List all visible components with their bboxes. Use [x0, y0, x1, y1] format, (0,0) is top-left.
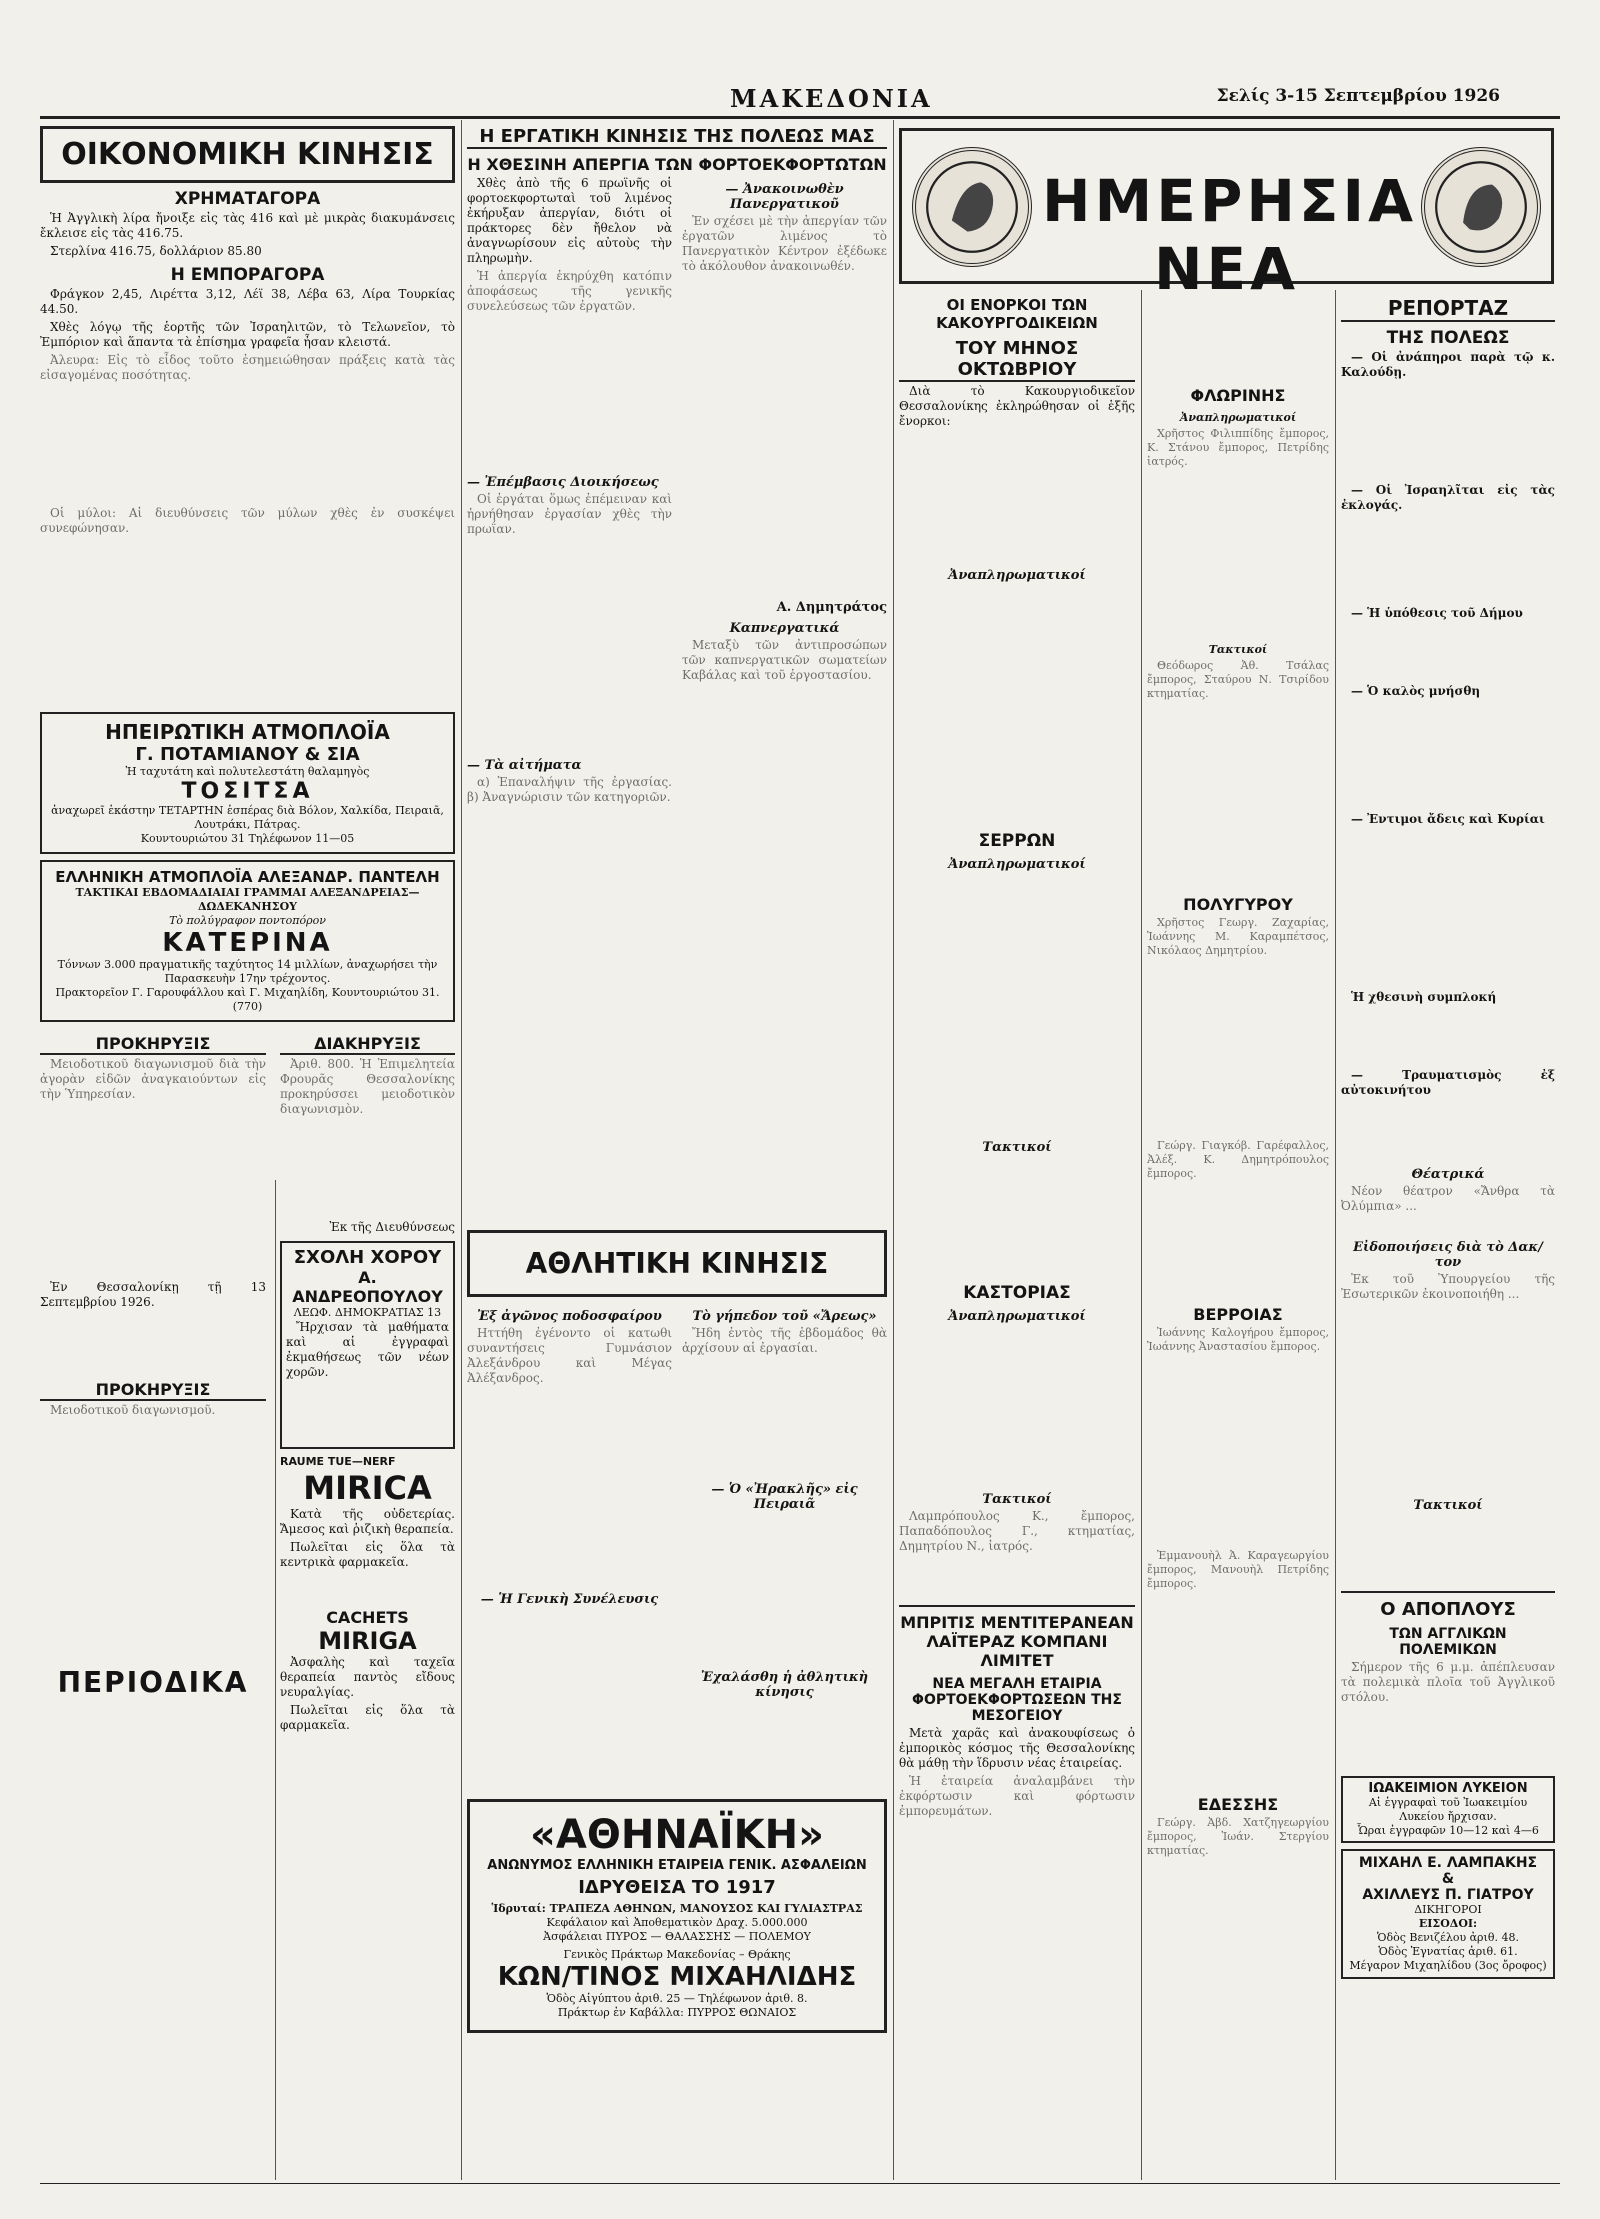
address-line: Ὁδὸς Ἐγνατίας ἀριθ. 61.	[1378, 1945, 1518, 1958]
ampersand: &	[1441, 1871, 1455, 1887]
ad-title: «ΑΘΗΝΑΪΚΗ»	[530, 1812, 824, 1858]
paragraph: Ἐν σχέσει μὲ τὴν ἀπεργίαν τῶν ἐργατῶν λιμένος τὸ Πανεργατικὸν Κέντρον ἐξέδωκε τὸ ἀκόλουθον ἀνακοινωθέν.	[682, 214, 887, 273]
paragraph: Μειοδοτικοῦ διαγωνισμοῦ.	[50, 1403, 216, 1417]
column-divider	[1141, 290, 1142, 2180]
mirica-title: MIRICA	[303, 1469, 432, 1507]
ad-dance-school	[280, 1241, 455, 1449]
paragraph: Ἀσφαλὴς καὶ ταχεῖα θεραπεία παντὸς εἴδους νευραλγίας.	[280, 1655, 455, 1699]
labour-article	[467, 176, 887, 1226]
daily-news-banner	[899, 128, 1554, 300]
article-right	[682, 176, 887, 1021]
paragraph: Χρῆστος Φιλιππίδης ἔμπορος, Κ. Στάνου ἔμπορος, Πετρίδης ἰατρός.	[1147, 427, 1329, 468]
section-heading: ΣΕΡΡΩΝ	[978, 831, 1056, 851]
entrances-label: ΕΙΣΟΔΟΙ:	[1418, 1917, 1478, 1930]
column-divider	[893, 120, 894, 2180]
paragraph: Οἱ μύλοι: Αἱ διευθύνσεις τῶν μύλων χθὲς ἐν συσκέψει συνεφώνησαν.	[40, 506, 455, 535]
reportage-sub: ΤΗΣ ΠΟΛΕΩΣ	[1386, 328, 1510, 348]
ad-ship-name: ΚΑΤΕΡΙΝΑ	[162, 928, 333, 958]
section-heading: ΒΕΡΡΟΙΑΣ	[1193, 1305, 1283, 1324]
subhead: Εἰδοποιήσεις διὰ τὸ Δακ/τον	[1353, 1240, 1543, 1270]
subhead: Τακτικοί	[1208, 643, 1268, 656]
section-heading: ΚΑΣΤΟΡΙΑΣ	[963, 1283, 1071, 1303]
headline: ΜΠΡΙΤΙΣ ΜΕΝΤΙΤΕΡΑΝΕΑΝ ΛΑΪΤΕΡΑΖ ΚΟΜΠΑΝΙ ΛΙΜΙΤΕΤ	[900, 1613, 1134, 1670]
subheadline: Η ΧΘΕΣΙΝΗ ΑΠΕΡΓΙΑ ΤΩΝ ΦΟΡΤΟΕΚΦΟΡΤΩΤΩΝ	[467, 155, 887, 174]
paragraph: Ἡ Ἀγγλικὴ λίρα ἤνοιξε εἰς τὰς 416 καὶ μὲ μικρὰς διακυμάνσεις ἔκλεισε εἰς τὰς 416.75.	[40, 211, 455, 240]
section-heading: ΦΛΩΡΙΝΗΣ	[1190, 386, 1286, 405]
section-heading: ΠΟΛΥΓΥΡΟΥ	[1183, 895, 1293, 914]
subhead: Καπνεργατικά	[729, 621, 840, 636]
subhead: Θέατρικά	[1411, 1167, 1485, 1182]
subhead: Τὸ γήπεδον τοῦ «Ἄρεως»	[692, 1309, 877, 1324]
ad-ship-name: ΤΟΣΙΤΣΑ	[181, 779, 314, 804]
ad-text: Τόννων 3.000 πραγματικῆς ταχύτητος 14 μιλλίων, ἀναχωρήσει τὴν Παρασκευὴν 17ην τρέχοντος.	[57, 958, 438, 985]
subhead: — Ἐπέμβασις Διοικήσεως	[467, 475, 659, 490]
paragraph: Ἤρχισαν τὰ μαθήματα καὶ αἱ ἐγγραφαὶ ἐκμαθήσεως τῶν νέων χορῶν.	[286, 1320, 449, 1379]
column-labour-sports	[467, 120, 887, 2195]
daily-news-title: ΗΜΕΡΗΣΙΑ ΝΕΑ	[1042, 167, 1418, 300]
sports-right	[682, 1303, 887, 1702]
lawyer-role: ΔΙΚΗΓΟΡΟΙ	[1414, 1903, 1482, 1916]
paragraph: Ἐκ τῆς Διευθύνσεως	[329, 1220, 455, 1234]
section-heading: ΧΡΗΜΑΤΑΓΟΡΑ	[174, 189, 321, 209]
lower-two-columns	[40, 1028, 455, 1868]
column-regional-jurors	[1147, 290, 1329, 2185]
ad-title: ΣΧΟΛΗ ΧΟΡΟΥ	[293, 1247, 442, 1268]
address-line: Μέγαρον Μιχαηλίδου (3ος ὄροφος)	[1349, 1959, 1547, 1972]
section-heading: Η ΕΜΠΟΡΑΓΟΡΑ	[170, 265, 325, 285]
address-line: Ὁδὸς Βενιζέλου ἀριθ. 48.	[1377, 1931, 1519, 1944]
paragraph: Ἐκ τοῦ Ὑπουργείου τῆς Ἐσωτερικῶν ἐκοινοποιήθη ...	[1341, 1272, 1555, 1301]
ad-year: ΙΔΡΥΘΕΙΣΑ ΤΟ 1917	[578, 1877, 776, 1898]
paragraph: Ἐν Θεσσαλονίκῃ τῇ 13 Σεπτεμβρίου 1926.	[40, 1280, 266, 1309]
subheadline: ΝΕΑ ΜΕΓΑΛΗ ΕΤΑΙΡΙΑ ΦΟΡΤΟΕΚΦΟΡΤΩΣΕΩΝ ΤΗΣ ΜΕΣΟΓΕΙΟΥ	[912, 1676, 1122, 1724]
column-jurors	[899, 290, 1135, 2185]
ad-title: ΗΠΕΙΡΩΤΙΚΗ ΑΤΜΟΠΛΟΪΑ	[105, 720, 390, 744]
ad-schedule: ἀναχωρεῖ ἑκάστην ΤΕΤΑΡΤΗΝ ἑσπέρας διὰ Βόλον, Χαλκίδα, Πειραιᾶ, Λουτράκι, Πάτρας.	[51, 804, 444, 831]
masthead-rule	[40, 116, 1560, 119]
subhead: Ἀναπληρωματικοί	[948, 568, 1086, 583]
subhead: Ἀναπληρωματικοί	[948, 857, 1086, 872]
alexander-coin-icon	[1421, 147, 1541, 267]
ad-name: Α. ΑΝΔΡΕΟΠΟΥΛΟΥ	[292, 1268, 443, 1306]
section-heading: ΠΡΟΚΗΡΥΞΙΣ	[40, 1034, 266, 1055]
ad-sub: Τὸ πολύγραφον ποντοπόρον	[169, 914, 326, 927]
paragraph: Κατὰ τῆς οὐδετερίας. Ἄμεσος καὶ ῥιζικὴ θεραπεία.	[280, 1507, 455, 1536]
ad-firm: Γ. ΠΟΤΑΜΙΑΝΟΥ & ΣΙΑ	[135, 744, 360, 765]
ad-address: Πρακτορεῖον Γ. Γαρουφάλλου καὶ Γ. Μιχαηλίδη, Κουντουριώτου 31. (770)	[55, 986, 440, 1013]
paragraph: — Οἱ ἀνάπηροι παρὰ τῷ κ. Καλούδῃ.	[1341, 350, 1555, 379]
paragraph: Σήμερον τῆς 6 μ.μ. ἀπέπλευσαν τὰ πολεμικὰ πλοῖα τοῦ Ἀγγλικοῦ στόλου.	[1341, 1660, 1555, 1704]
column-city-reporting	[1341, 290, 1555, 2185]
ad-capital: Κεφάλαιον καὶ Ἀποθεματικὸν Δραχ. 5.000.000	[546, 1916, 808, 1929]
ad-lawyers	[1341, 1849, 1555, 1979]
subhead: Ἀναπληρωματικοί	[948, 1309, 1086, 1324]
ad-office: Κουντουριώτου 31 Τηλέφωνον 11—05	[140, 832, 355, 845]
philip-coin-icon	[912, 147, 1032, 267]
subheadline: ΤΟΥ ΜΗΝΟΣ ΟΚΤΩΒΡΙΟΥ	[899, 338, 1135, 382]
reportage-banner: ΡΕΠΟΡΤΑΖ	[1341, 296, 1555, 322]
paragraph: Λαμπρόπουλος Κ., ἔμπορος, Παπαδόπουλος Γ., κτηματίας, Δημητρίου Ν., ἰατρός.	[899, 1509, 1135, 1553]
paragraph: Ἤδη ἐντὸς τῆς ἑβδομάδος θὰ ἀρχίσουν αἱ ἐργασίαι.	[682, 1326, 887, 1355]
paragraph: — Ὁ καλὸς μνήσθη	[1351, 684, 1481, 698]
ad-agent-label: Γενικὸς Πράκτωρ Μακεδονίας – Θράκης	[563, 1948, 791, 1961]
paragraph: Πωλεῖται εἰς ὅλα τὰ φαρμακεῖα.	[280, 1703, 455, 1732]
ad-kinds: Ἀσφάλειαι ΠΥΡΟΣ — ΘΑΛΑΣΣΗΣ — ΠΟΛΕΜΟΥ	[543, 1930, 811, 1943]
paragraph: Γεώργ. Γιαγκόβ. Γαρέφαλλος, Ἀλέξ. Κ. Δημητρόπουλος ἔμπορος.	[1147, 1139, 1329, 1180]
ad-address: Ὁδὸς Αἰγύπτου ἀριθ. 25 — Τηλέφωνον ἀριθ. 8.	[546, 1992, 808, 2005]
ad-text: Ἡ ταχυτάτη καὶ πολυτελεστάτη θαλαμηγὸς	[125, 765, 370, 778]
article-left	[467, 176, 672, 978]
signature: Α. Δημητράτος	[776, 600, 887, 615]
lower-left	[40, 1028, 266, 1699]
column-economy	[40, 120, 455, 2195]
mirica-header: RAUME TUE—NERF	[280, 1455, 396, 1468]
bottom-rule	[40, 2183, 1560, 2184]
lower-right	[280, 1028, 455, 1736]
paragraph: Μετὰ χαρᾶς καὶ ἀνακουφίσεως ὁ ἐμπορικὸς κόσμος τῆς Θεσσαλονίκης θὰ μάθῃ τὴν ἵδρυσιν νέας ἑταιρείας.	[899, 1726, 1135, 1770]
daily-news-header	[899, 120, 1554, 300]
paragraph: Χρῆστος Γεωργ. Ζαχαρίας, Ἰωάννης Μ. Καραμπέτσος, Νικόλαος Δημητρίου.	[1147, 916, 1329, 957]
ad-title: ΙΩΑΚΕΙΜΙΟΝ ΛΥΚΕΙΟΝ	[1368, 1781, 1528, 1796]
subheadline: ΤΩΝ ΑΓΓΛΙΚΩΝ ΠΟΛΕΜΙΚΩΝ	[1389, 1626, 1507, 1658]
economy-banner: ΟΙΚΟΝΟΜΙΚΗ ΚΙΝΗΣΙΣ	[40, 126, 455, 183]
ad-athinaiki-insurance	[467, 1799, 887, 2033]
paragraph: Ἰωάννης Καλογήρου ἔμπορος, Ἰωάννης Ἀναστασίου ἔμπορος.	[1147, 1326, 1329, 1353]
paragraph: — Τραυματισμὸς ἐξ αὐτοκινήτου	[1341, 1068, 1555, 1097]
ad-pantelis-shipping	[40, 860, 455, 1022]
paragraph: Ἐμμανουὴλ Ἀ. Καραγεωργίου ἔμπορος, Μανουὴλ Πετρίδης ἔμπορος.	[1147, 1549, 1329, 1590]
paragraph: Ἀριθ. 800. Ἡ Ἐπιμελητεία Φρουρᾶς Θεσσαλονίκης προκηρύσσει μειοδοτικὸν διαγωνισμὸν.	[280, 1057, 455, 1116]
masthead	[40, 84, 1560, 114]
paragraph: Μειοδοτικοῦ διαγωνισμοῦ διὰ τὴν ἀγορὰν εἰδῶν ἀναγκαιούντων εἰς τὴν Ὑπηρεσίαν.	[40, 1057, 266, 1101]
section-heading: ΠΡΟΚΗΡΥΞΙΣ	[40, 1380, 266, 1401]
ad-founders: Ἱδρυταί: ΤΡΑΠΕΖΑ ΑΘΗΝΩΝ, ΜΑΝΟΥΣΟΣ ΚΑΙ ΓΥΛΙΑΣΤΡΑΣ	[491, 1902, 863, 1915]
page-date: Σελίς 3-15 Σεπτεμβρίου 1926	[1216, 86, 1500, 106]
paragraph: Νέον θέατρον «Ἄνθρα τὰ Ὀλύμπια» ...	[1341, 1184, 1555, 1213]
ad-sub: ΑΝΩΝΥΜΟΣ ΕΛΛΗΝΙΚΗ ΕΤΑΙΡΕΙΑ ΓΕΝΙΚ. ΑΣΦΑΛΕΙΩΝ	[487, 1858, 867, 1873]
paragraph: Μεταξὺ τῶν ἀντιπροσώπων τῶν καπνεργατικῶν σωματείων Καβάλας καὶ τοῦ ἐργοστασίου.	[682, 638, 887, 682]
subhead: Τακτικοί	[1413, 1498, 1483, 1513]
paragraph: Ηττήθη ἐγένοντο οἱ κατωθι συναντήσεις Γυμνάσιον Ἀλεξάνδρου καὶ Μέγας Ἀλέξανδρος.	[467, 1326, 672, 1385]
paragraph: Χθὲς λόγῳ τῆς ἑορτῆς τῶν Ἰσραηλιτῶν, τὸ Τελωνεῖον, τὸ Ἐμπόριον καὶ ἅπαντα τὰ ἐπίσημα γραφεῖα ἦσαν κλειστά.	[40, 320, 455, 349]
paragraph: Ἡ ἑταιρεία ἀναλαμβάνει τὴν ἐκφόρτωσιν καὶ φόρτωσιν ἐμπορευμάτων.	[899, 1774, 1135, 1818]
ad-agent: ΚΩΝ/ΤΙΝΟΣ ΜΙΧΑΗΛΙΔΗΣ	[497, 1962, 857, 1992]
paragraph: Χθὲς ἀπὸ τῆς 6 πρωϊνῆς οἱ φορτοεκφορτωταὶ τοῦ λιμένος ἐκήρυξαν ἀπεργίαν, διότι οἱ πράκτορες δὲν ἤθελον νὰ ἀναγνωρίσουν εἰς αὐτοὺς τὴν πληρωμὴν.	[467, 176, 672, 265]
headline: Ο ΑΠΟΠΛΟΥΣ	[1380, 1599, 1516, 1620]
ad-kavala: Πράκτωρ ἐν Καβάλλα: ΠΥΡΡΟΣ ΘΩΝΑΙΟΣ	[557, 2006, 797, 2019]
ad-line: ΤΑΚΤΙΚΑΙ ΕΒΔΟΜΑΔΙΑΙΑΙ ΓΡΑΜΜΑΙ ΑΛΕΞΑΝΔΡΕΙΑΣ—ΔΩΔΕΚΑΝΗΣΟΥ	[75, 886, 420, 913]
section-heading: ΔΙΑΚΗΡΥΞΙΣ	[280, 1034, 455, 1055]
miriga-title: MIRIGA	[318, 1627, 417, 1655]
lawyer-name: ΜΙΧΑΗΛ Ε. ΛΑΜΠΑΚΗΣ	[1358, 1855, 1538, 1871]
column-divider	[461, 120, 462, 2180]
ad-title: ΕΛΛΗΝΙΚΗ ΑΤΜΟΠΛΟΪΑ ΑΛΕΞΑΝΔΡ. ΠΑΝΤΕΛΗ	[55, 868, 440, 886]
subhead: Ἐχαλάσθη ἡ ἀθλητικὴ κίνησις	[700, 1670, 869, 1700]
paragraph: — Οἱ Ἰσραηλῖται εἰς τὰς ἐκλογάς.	[1341, 483, 1555, 512]
paper-name: ΜΑΚΕΔΟΝΙΑ	[730, 84, 933, 113]
periodika-heading: ΠΕΡΙΟΔΙΚΑ	[57, 1666, 249, 1699]
paragraph: — Ἡ ὑπόθεσις τοῦ Δήμου	[1351, 606, 1523, 620]
paragraph: Ἡ χθεσινὴ συμπλοκή	[1351, 990, 1497, 1004]
paragraph: Πωλεῖται εἰς ὅλα τὰ κεντρικὰ φαρμακεῖα.	[280, 1540, 455, 1569]
section-heading: ΕΔΕΣΣΗΣ	[1197, 1795, 1279, 1814]
subhead: Τακτικοί	[982, 1492, 1052, 1507]
lawyer-name: ΑΧΙΛΛΕΥΣ Π. ΓΙΑΤΡΟΥ	[1362, 1887, 1534, 1903]
ad-address: ΛΕΩΦ. ΔΗΜΟΚΡΑΤΙΑΣ 13	[293, 1306, 442, 1319]
paragraph: Ἀλευρα: Εἰς τὸ εἶδος τοῦτο ἐσημειώθησαν πράξεις κατὰ τὰς εἰσαγομένας ποσότητας.	[40, 353, 455, 382]
column-divider	[1335, 290, 1336, 2180]
subhead: — Ὁ «Ἠρακλῆς» εἰς Πειραιᾶ	[711, 1482, 858, 1512]
ad-epirus-shipping	[40, 712, 455, 854]
paragraph: α) Ἐπαναλήψιν τῆς ἐργασίας. β) Ἀναγνώρισιν τῶν κατηγοριῶν.	[467, 775, 672, 804]
subhead: Ἀναπληρωματικοί	[1179, 411, 1297, 424]
paragraph: — Ἐντιμοι ἄδεις καὶ Κυρίαι	[1351, 812, 1545, 826]
subhead: Τακτικοί	[982, 1140, 1052, 1155]
sports-article	[467, 1303, 887, 1793]
paragraph: Διὰ τὸ Κακουργιοδικεῖον Θεσσαλονίκης ἐκληρώθησαν οἱ ἑξῆς ἔνορκοι:	[899, 384, 1135, 428]
subhead: Ἐξ ἀγῶνος ποδοσφαίρου	[477, 1309, 662, 1324]
sports-banner: ΑΘΛΗΤΙΚΗ ΚΙΝΗΣΙΣ	[467, 1230, 887, 1297]
headline: Η ΕΡΓΑΤΙΚΗ ΚΙΝΗΣΙΣ ΤΗΣ ΠΟΛΕΩΣ ΜΑΣ	[467, 126, 887, 149]
paragraph: Στερλίνα 416.75, δολλάριον 85.80	[50, 244, 262, 258]
headline: ΟΙ ΕΝΟΡΚΟΙ ΤΩΝ ΚΑΚΟΥΡΓΟΔΙΚΕΙΩΝ	[936, 296, 1098, 332]
subhead: — Ἀνακοινωθὲν Πανεργατικοῦ	[725, 182, 844, 212]
ad-hours: Ὧραι ἐγγραφῶν 10—12 καὶ 4—6	[1357, 1824, 1539, 1837]
paragraph: Θεόδωρος Ἀθ. Τσάλας ἔμπορος, Σταύρου Ν. Τσιρίδου κτηματίας.	[1147, 659, 1329, 700]
paragraph: Ἡ ἀπεργία ἐκηρύχθη κατόπιν ἀποφάσεως τῆς γενικῆς συνελεύσεως τῶν ἐργατῶν.	[467, 269, 672, 313]
cachets-miriga	[280, 1608, 455, 1655]
cachets-label: CACHETS	[326, 1608, 409, 1627]
paragraph: Οἱ ἐργάται ὅμως ἐπέμειναν καὶ ἠρνήθησαν ἐργασίαν χθὲς τὴν πρωΐαν.	[467, 492, 672, 536]
ad-lyceum	[1341, 1776, 1555, 1843]
ad-text: Αἱ ἐγγραφαὶ τοῦ Ἰωακειμίου Λυκείου ἤρχισαν.	[1368, 1796, 1528, 1823]
subhead: — Τὰ αἰτήματα	[467, 758, 582, 773]
paragraph: Γεώργ. Ἀβδ. Χατζηγεωργίου ἔμπορος, Ἰωάν. Στεργίου κτηματίας.	[1147, 1816, 1329, 1857]
paragraph: Φράγκον 2,45, Λιρέττα 3,12, Λέϊ 38, Λέβα 63, Λίρα Τουρκίας 44.50.	[40, 287, 455, 316]
subhead: — Ἡ Γενικὴ Συνέλευσις	[480, 1592, 659, 1607]
sports-left	[467, 1303, 672, 1609]
